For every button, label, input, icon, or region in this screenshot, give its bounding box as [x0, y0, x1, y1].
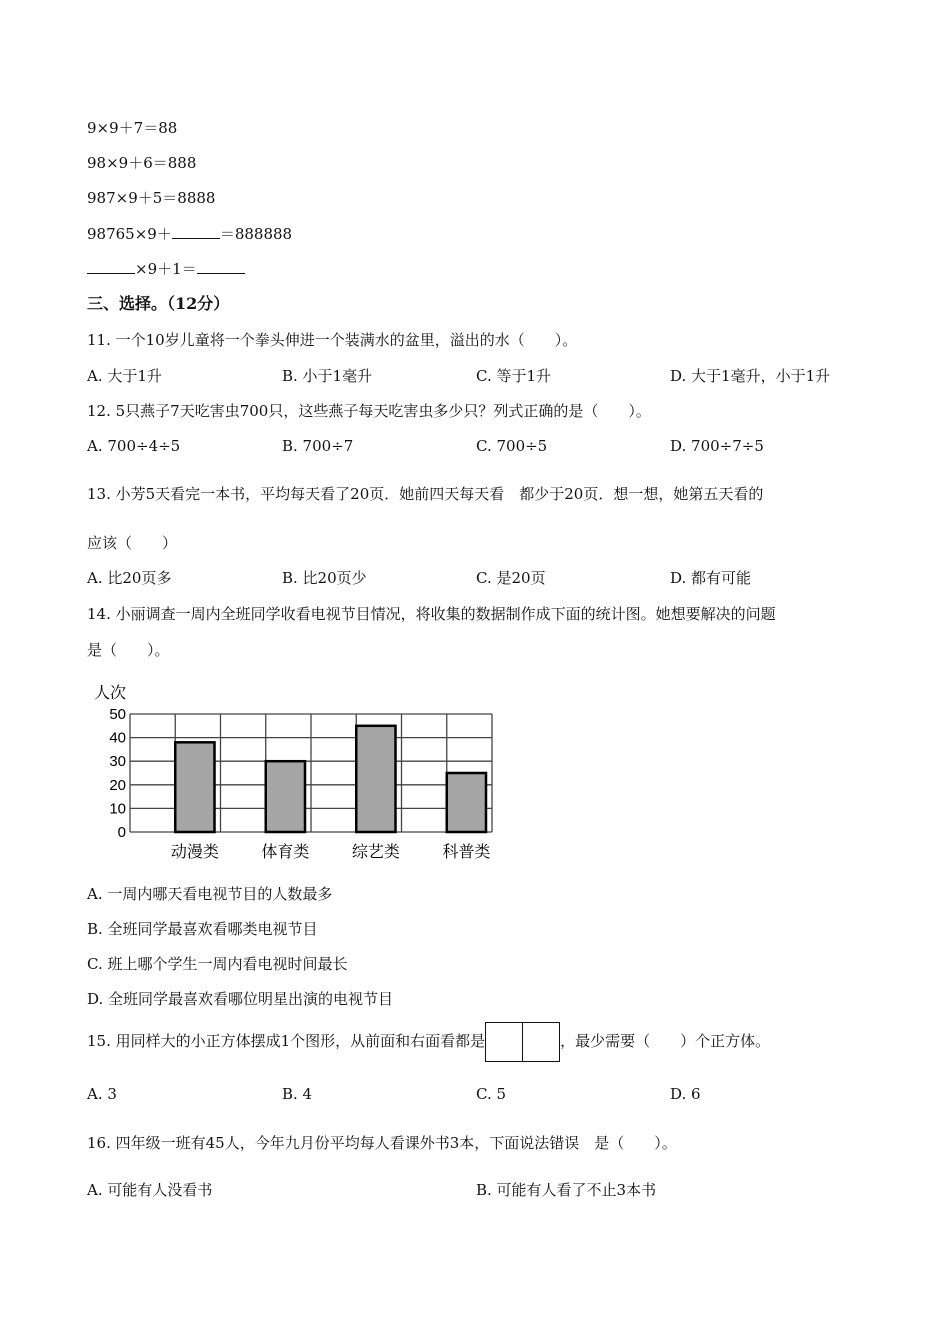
- x-category-label: 动漫类: [170, 844, 219, 861]
- q12-option-b[interactable]: B. 700÷7: [282, 437, 354, 455]
- q12-option-a[interactable]: A. 700÷4÷5: [87, 437, 181, 455]
- q11-option-b[interactable]: B. 小于1毫升: [282, 367, 373, 385]
- q13-option-c[interactable]: C. 是20页: [476, 569, 546, 587]
- x-category-label: 科普类: [442, 844, 491, 861]
- y-tick-label: 10: [109, 800, 126, 818]
- q15-option-c[interactable]: C. 5: [476, 1085, 507, 1103]
- q11-option-c[interactable]: C. 等于1升: [476, 367, 552, 385]
- q13-text: 13. 小芳5天看完一本书，平均每天看了20页．她前四天每天看 都少于20页．想一想，她第五天看的: [87, 485, 764, 503]
- q15-text-part1: 15. 用同样大的小正方体摆成1个图形，从前面和右面看都是: [87, 1032, 486, 1050]
- section-heading: 三、选择。（12分）: [87, 294, 230, 313]
- y-tick-label: 20: [109, 776, 126, 794]
- eq4-left: 98765×9＋: [87, 225, 172, 243]
- bar-科普类: [447, 773, 486, 832]
- y-tick-label: 50: [109, 706, 126, 723]
- y-tick-label: 0: [117, 824, 126, 841]
- q13-text-2: 应该（ ）: [87, 534, 178, 552]
- eq4-right: ＝888888: [219, 225, 293, 243]
- q15-option-b[interactable]: B. 4: [282, 1085, 313, 1103]
- q12-option-c[interactable]: C. 700÷5: [476, 437, 548, 455]
- equation-5: [87, 259, 245, 279]
- square-figure: [485, 1022, 523, 1062]
- q16-option-b[interactable]: B. 可能有人看了不止3本书: [476, 1181, 657, 1199]
- y-tick-label: 30: [109, 753, 126, 771]
- q14-option-a[interactable]: A. 一周内哪天看电视节目的人数最多: [87, 885, 333, 903]
- equation-3: 987×9＋5＝8888: [87, 189, 216, 207]
- q13-option-a[interactable]: A. 比20页多: [87, 569, 172, 587]
- answer-blank[interactable]: [87, 259, 135, 274]
- q14-option-b[interactable]: B. 全班同学最喜欢看哪类电视节目: [87, 920, 318, 938]
- bar-体育类: [266, 761, 305, 832]
- equation-4: [87, 224, 292, 244]
- q14-text-2: 是（ ）。: [87, 641, 170, 659]
- square-figure: [522, 1022, 560, 1062]
- equation-1: 9×9＋7＝88: [87, 119, 178, 137]
- bar-chart: [88, 676, 508, 866]
- q12-text: 12. 5只燕子7天吃害虫700只，这些燕子每天吃害虫多少只？列式正确的是（ ）。: [87, 402, 651, 420]
- q15-option-d[interactable]: D. 6: [670, 1085, 701, 1103]
- q13-option-d[interactable]: D. 都有可能: [670, 569, 752, 587]
- q11-option-a[interactable]: A. 大于1升: [87, 367, 162, 385]
- answer-blank[interactable]: [172, 224, 220, 239]
- q16-text: 16. 四年级一班有45人，今年九月份平均每人看课外书3本，下面说法错误 是（ ）。: [87, 1134, 677, 1152]
- q11-text: 11. 一个10岁儿童将一个拳头伸进一个装满水的盆里，溢出的水（ ）。: [87, 331, 578, 349]
- q14-option-c[interactable]: C. 班上哪个学生一周内看电视时间最长: [87, 955, 348, 973]
- equation-2: 98×9＋6＝888: [87, 154, 197, 172]
- q16-option-a[interactable]: A. 可能有人没看书: [87, 1181, 213, 1199]
- q15-text: [87, 1021, 770, 1062]
- q15-option-a[interactable]: A. 3: [87, 1085, 117, 1103]
- q14-option-d[interactable]: D. 全班同学最喜欢看哪位明星出演的电视节目: [87, 990, 394, 1008]
- q13-option-b[interactable]: B. 比20页少: [282, 569, 367, 587]
- q15-text-part2: ，最少需要（ ）个正方体。: [560, 1032, 771, 1050]
- bar-动漫类: [175, 742, 214, 832]
- answer-blank[interactable]: [197, 259, 245, 274]
- q11-option-d[interactable]: D. 大于1毫升，小于1升: [670, 367, 831, 385]
- eq5-mid: ×9＋1＝: [135, 260, 197, 278]
- q14-text: 14. 小丽调查一周内全班同学收看电视节目情况，将收集的数据制作成下面的统计图。她想要解决的问题: [87, 605, 776, 623]
- y-tick-label: 40: [109, 729, 126, 747]
- x-category-label: 综艺类: [351, 844, 400, 861]
- q12-option-d[interactable]: D. 700÷7÷5: [670, 437, 764, 455]
- y-axis-label: 人次: [94, 685, 127, 702]
- x-category-label: 体育类: [261, 844, 310, 861]
- bar-综艺类: [356, 726, 395, 832]
